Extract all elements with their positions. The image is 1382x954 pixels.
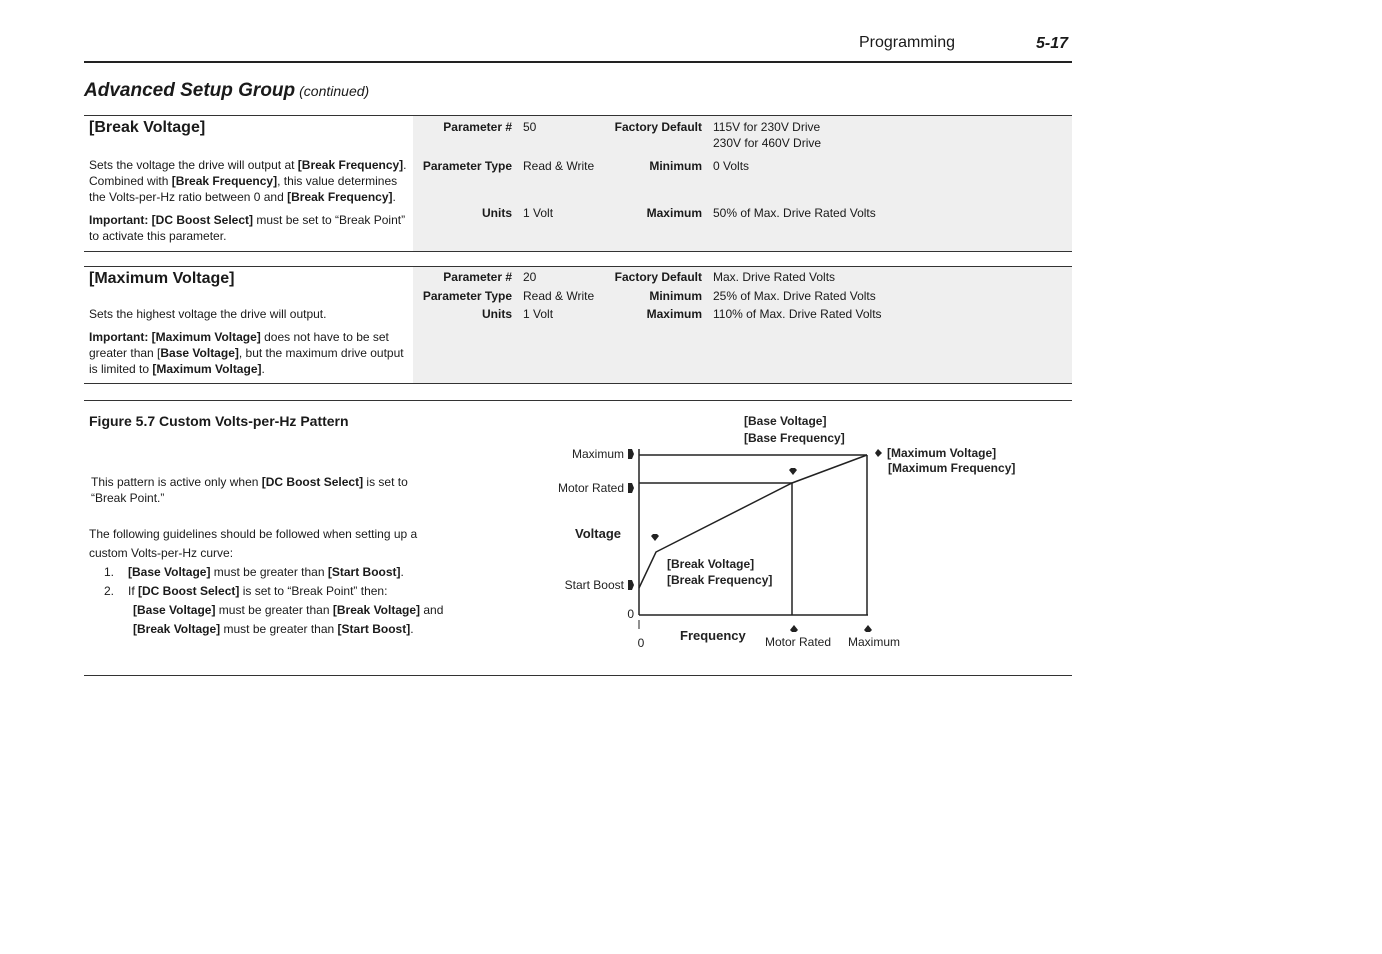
marker-y-start-boost: [628, 580, 634, 590]
guideline-2b: [Break Voltage] must be greater than [Start Boost].: [133, 622, 414, 636]
label-units: Units: [482, 307, 512, 321]
marker-base-point: [789, 468, 797, 475]
annotation-max-voltage: [Maximum Voltage]: [887, 446, 997, 460]
figure-note: This pattern is active only when [DC Boost Select] is set to “Break Point.”: [91, 475, 408, 505]
param-description: Sets the voltage the drive will output at [Break Frequency]. Combined with [Break Frequency], this value determines the Volts-per-Hz ratio between 0 and [Break Frequency].: [89, 158, 407, 204]
value-parameter-type: Read & Write: [523, 289, 595, 303]
label-parameter-num: Parameter #: [443, 270, 512, 284]
x-axis-title: Frequency: [680, 628, 746, 643]
value-parameter-num: 20: [523, 270, 537, 284]
marker-x-motor-rated: [790, 625, 798, 632]
guideline-2: If [DC Boost Select] is set to “Break Point” then:: [128, 584, 388, 598]
param-important-note: Important: [DC Boost Select] must be set to “Break Point” to activate this parameter.: [89, 213, 406, 243]
annotation-max-frequency: [Maximum Frequency]: [888, 461, 1016, 475]
marker-max-point: [875, 449, 882, 457]
volts-per-hz-chart: [540, 405, 1040, 660]
marker-y-maximum: [628, 449, 634, 459]
label-factory-default: Factory Default: [614, 120, 702, 134]
annotation-base-voltage: [Base Voltage]: [744, 414, 827, 428]
page-number: 5-17: [1036, 35, 1069, 52]
label-factory-default: Factory Default: [614, 270, 702, 284]
y-tick-maximum: Maximum: [571, 447, 624, 461]
marker-y-motor-rated: [628, 483, 634, 493]
value-factory-default: Max. Drive Rated Volts: [713, 270, 836, 284]
value-maximum: 50% of Max. Drive Rated Volts: [713, 206, 876, 220]
guideline-2-number: 2.: [104, 584, 115, 598]
label-parameter-type: Parameter Type: [422, 159, 512, 173]
label-minimum: Minimum: [649, 159, 702, 173]
guidelines-intro: The following guidelines should be followed when setting up a custom Volts-per-Hz curve:: [89, 527, 418, 560]
guideline-1-number: 1.: [104, 565, 115, 579]
param-bottom-rule: [84, 251, 1072, 252]
marker-x-maximum: [864, 625, 872, 632]
value-factory-default: 115V for 230V Drive 230V for 460V Drive: [713, 120, 822, 150]
annotation-break-frequency: [Break Frequency]: [667, 573, 773, 587]
figure-title: Figure 5.7 Custom Volts-per-Hz Pattern: [89, 413, 349, 429]
value-minimum: 25% of Max. Drive Rated Volts: [713, 289, 876, 303]
label-parameter-type: Parameter Type: [422, 289, 512, 303]
x-tick-maximum: Maximum: [847, 635, 901, 649]
value-maximum: 110% of Max. Drive Rated Volts: [713, 307, 882, 321]
label-maximum: Maximum: [646, 206, 702, 220]
y-tick-zero: 0: [627, 607, 634, 621]
y-axis-title: Voltage: [575, 526, 621, 541]
value-parameter-type: Read & Write: [523, 159, 595, 173]
x-tick-zero: 0: [637, 636, 645, 650]
header-rule: [84, 61, 1072, 63]
guideline-2a: [Base Voltage] must be greater than [Break Voltage] and: [133, 603, 444, 617]
param-important-note: Important: [Maximum Voltage] does not have to be set greater than [Base Voltage], but the maximum drive output is limited to [Maximum Voltage].: [89, 330, 404, 376]
guideline-1: [Base Voltage] must be greater than [Start Boost].: [128, 565, 404, 579]
group-continued: (continued): [299, 83, 370, 99]
figure-bottom-rule: [84, 675, 1072, 676]
y-tick-motor-rated: Motor Rated: [557, 481, 624, 495]
label-maximum: Maximum: [646, 307, 702, 321]
param-bottom-rule: [84, 383, 1072, 384]
annotation-base-frequency: [Base Frequency]: [744, 431, 845, 445]
y-tick-start-boost: Start Boost: [564, 578, 624, 592]
label-parameter-num: Parameter #: [443, 120, 512, 134]
marker-break-point: [651, 534, 659, 541]
figure-top-rule: [84, 400, 1072, 401]
label-minimum: Minimum: [649, 289, 702, 303]
value-units: 1 Volt: [523, 307, 554, 321]
running-header-section: Programming: [859, 34, 956, 51]
value-parameter-num: 50: [523, 120, 537, 134]
param-description: Sets the highest voltage the drive will output.: [89, 307, 327, 321]
value-minimum: 0 Volts: [713, 159, 750, 173]
annotation-break-voltage: [Break Voltage]: [667, 557, 755, 571]
group-title: Advanced Setup Group (continued): [84, 80, 370, 101]
param-title: [Break Voltage]: [89, 119, 206, 136]
param-title: [Maximum Voltage]: [89, 270, 235, 287]
value-units: 1 Volt: [523, 206, 554, 220]
label-units: Units: [482, 206, 512, 220]
x-tick-motor-rated: Motor Rated: [764, 635, 832, 649]
